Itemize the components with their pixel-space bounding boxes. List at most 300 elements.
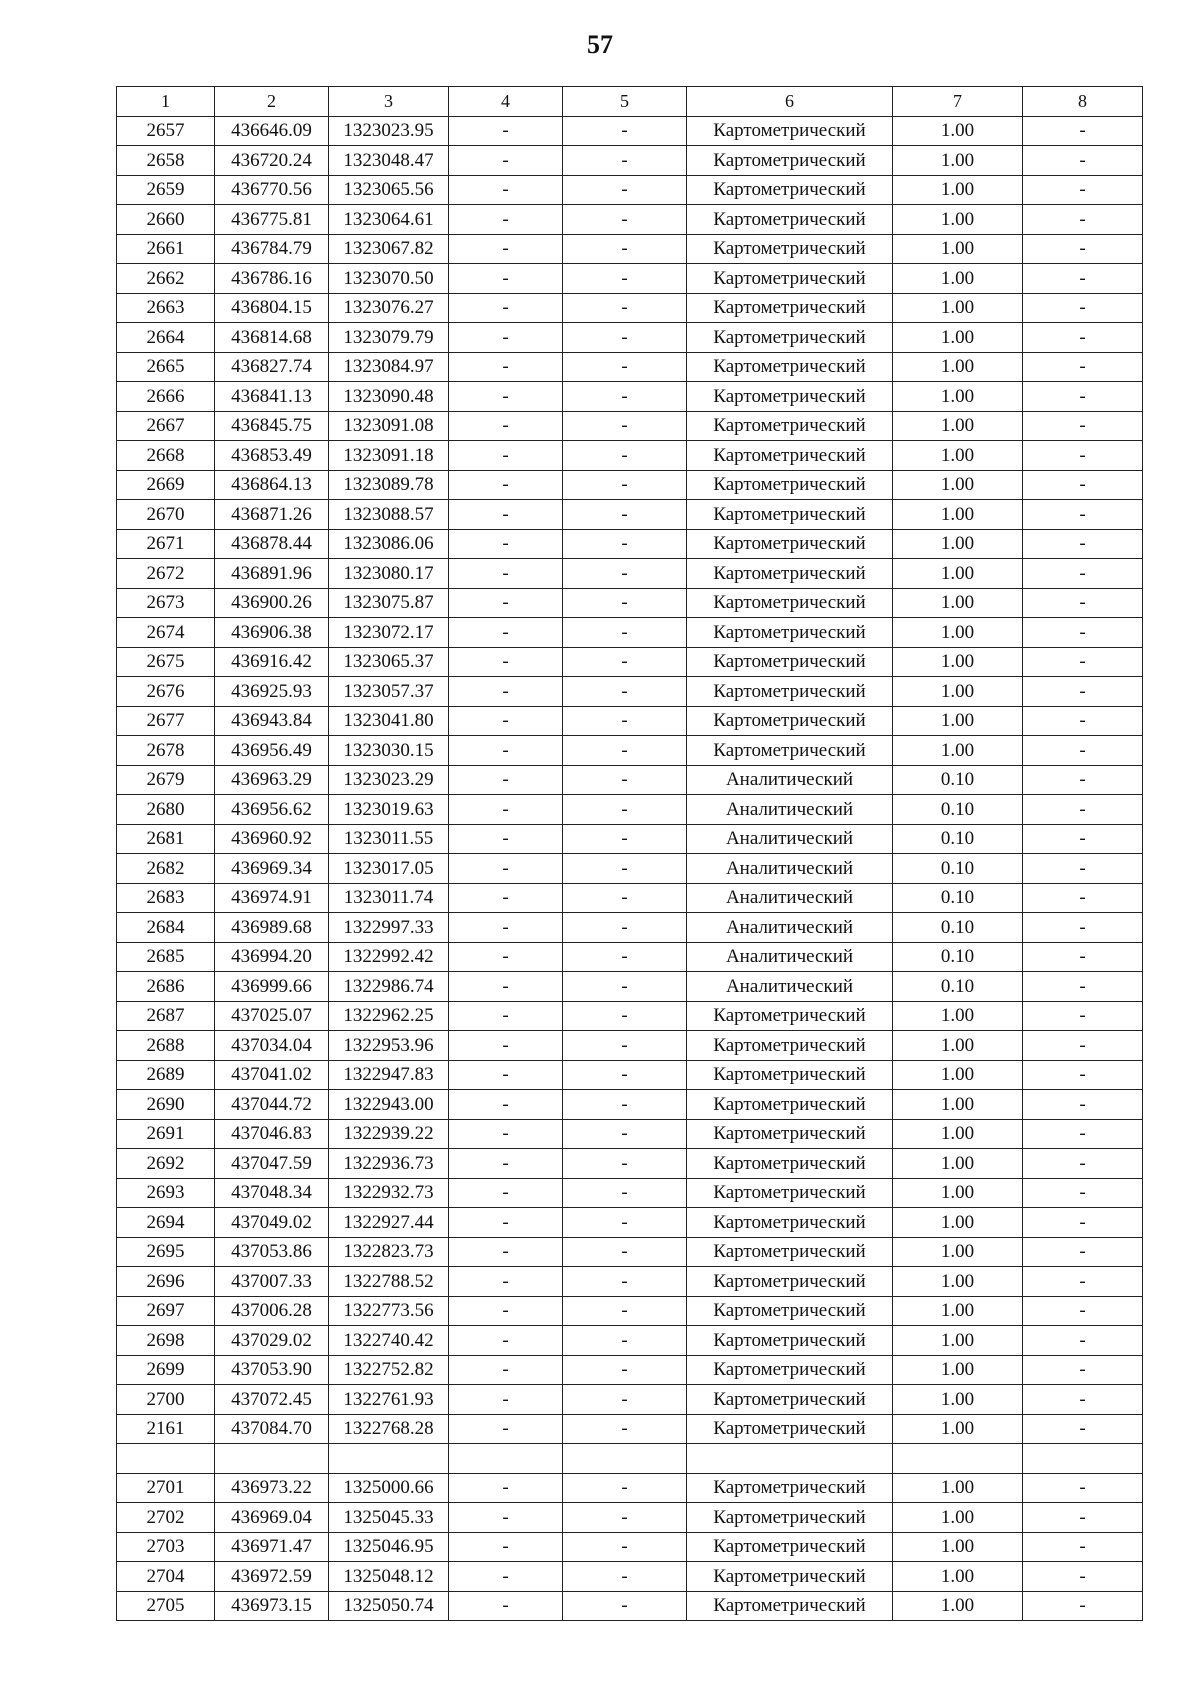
accuracy-cell: 1.00 — [893, 677, 1023, 707]
col5-cell: - — [563, 559, 687, 589]
point-number-cell: 2693 — [117, 1178, 215, 1208]
point-number-cell: 2704 — [117, 1562, 215, 1592]
method-cell: Картометрический — [687, 1237, 893, 1267]
col4-cell: - — [449, 1296, 563, 1326]
table-row — [117, 1001, 1143, 1031]
col5-cell: - — [563, 1119, 687, 1149]
col5-cell: - — [563, 1178, 687, 1208]
method-cell: Картометрический — [687, 1296, 893, 1326]
col8-cell: - — [1023, 1178, 1143, 1208]
y-coordinate-cell: 1323088.57 — [329, 500, 449, 530]
method-cell: Картометрический — [687, 1178, 893, 1208]
y-coordinate-cell: 1323075.87 — [329, 588, 449, 618]
point-number-cell: 2694 — [117, 1208, 215, 1238]
accuracy-cell: 0.10 — [893, 795, 1023, 825]
accuracy-cell: 1.00 — [893, 264, 1023, 294]
table-row — [117, 234, 1143, 264]
method-cell: Аналитический — [687, 765, 893, 795]
col5-cell: - — [563, 411, 687, 441]
method-cell: Картометрический — [687, 500, 893, 530]
method-cell: Картометрический — [687, 559, 893, 589]
x-coordinate-cell: 436956.62 — [215, 795, 329, 825]
point-number-cell: 2698 — [117, 1326, 215, 1356]
y-coordinate-cell: 1323079.79 — [329, 323, 449, 353]
col5-cell: - — [563, 618, 687, 648]
accuracy-cell: 1.00 — [893, 1562, 1023, 1592]
table-row — [117, 1414, 1143, 1444]
method-cell: Картометрический — [687, 618, 893, 648]
accuracy-cell: 1.00 — [893, 293, 1023, 323]
col5-cell — [563, 1444, 687, 1474]
x-coordinate-cell: 437041.02 — [215, 1060, 329, 1090]
x-coordinate-cell: 437053.90 — [215, 1355, 329, 1385]
col5-cell: - — [563, 824, 687, 854]
col4-cell: - — [449, 559, 563, 589]
col4-cell: - — [449, 1208, 563, 1238]
accuracy-cell: 1.00 — [893, 1119, 1023, 1149]
col8-cell: - — [1023, 913, 1143, 943]
col5-cell: - — [563, 647, 687, 677]
y-coordinate-cell: 1323067.82 — [329, 234, 449, 264]
accuracy-cell: 1.00 — [893, 352, 1023, 382]
col8-cell: - — [1023, 175, 1143, 205]
col4-cell: - — [449, 1326, 563, 1356]
col4-cell: - — [449, 1562, 563, 1592]
method-cell: Картометрический — [687, 1208, 893, 1238]
method-cell: Картометрический — [687, 1267, 893, 1297]
method-cell: Картометрический — [687, 1473, 893, 1503]
point-number-cell: 2691 — [117, 1119, 215, 1149]
x-coordinate-cell: 436925.93 — [215, 677, 329, 707]
col8-cell: - — [1023, 1532, 1143, 1562]
accuracy-cell: 1.00 — [893, 1237, 1023, 1267]
method-cell: Картометрический — [687, 293, 893, 323]
y-coordinate-cell: 1322773.56 — [329, 1296, 449, 1326]
y-coordinate-cell: 1323064.61 — [329, 205, 449, 235]
y-coordinate-cell: 1323086.06 — [329, 529, 449, 559]
col8-cell: - — [1023, 706, 1143, 736]
point-number-cell: 2680 — [117, 795, 215, 825]
x-coordinate-cell: 436853.49 — [215, 441, 329, 471]
table-row — [117, 559, 1143, 589]
col8-cell: - — [1023, 765, 1143, 795]
col8-cell: - — [1023, 972, 1143, 1002]
accuracy-cell: 1.00 — [893, 1090, 1023, 1120]
accuracy-cell: 1.00 — [893, 234, 1023, 264]
point-number-cell: 2675 — [117, 647, 215, 677]
y-coordinate-cell: 1323089.78 — [329, 470, 449, 500]
x-coordinate-cell: 436916.42 — [215, 647, 329, 677]
point-number-cell: 2684 — [117, 913, 215, 943]
point-number-cell: 2686 — [117, 972, 215, 1002]
point-number-cell: 2677 — [117, 706, 215, 736]
table-row — [117, 1119, 1143, 1149]
method-cell: Картометрический — [687, 1591, 893, 1621]
col8-cell: - — [1023, 795, 1143, 825]
x-coordinate-cell: 436845.75 — [215, 411, 329, 441]
x-coordinate-cell: 436960.92 — [215, 824, 329, 854]
col8-cell: - — [1023, 1237, 1143, 1267]
table-row — [117, 647, 1143, 677]
x-coordinate-cell: 436646.09 — [215, 116, 329, 146]
table-row — [117, 1503, 1143, 1533]
accuracy-cell: 1.00 — [893, 647, 1023, 677]
col5-cell: - — [563, 323, 687, 353]
accuracy-cell: 1.00 — [893, 1149, 1023, 1179]
method-cell: Картометрический — [687, 1562, 893, 1592]
x-coordinate-cell: 436963.29 — [215, 765, 329, 795]
col4-cell: - — [449, 1267, 563, 1297]
point-number-cell: 2689 — [117, 1060, 215, 1090]
point-number-cell: 2659 — [117, 175, 215, 205]
x-coordinate-cell: 436956.49 — [215, 736, 329, 766]
y-coordinate-cell: 1323065.56 — [329, 175, 449, 205]
col5-cell: - — [563, 234, 687, 264]
accuracy-cell: 1.00 — [893, 588, 1023, 618]
x-coordinate-cell: 436814.68 — [215, 323, 329, 353]
point-number-cell: 2673 — [117, 588, 215, 618]
col5-cell: - — [563, 1060, 687, 1090]
y-coordinate-cell: 1323019.63 — [329, 795, 449, 825]
point-number-cell: 2161 — [117, 1414, 215, 1444]
x-coordinate-cell: 436871.26 — [215, 500, 329, 530]
point-number-cell: 2660 — [117, 205, 215, 235]
col5-cell: - — [563, 293, 687, 323]
accuracy-cell: 1.00 — [893, 1503, 1023, 1533]
col8-cell: - — [1023, 1060, 1143, 1090]
table-row — [117, 205, 1143, 235]
col8-cell: - — [1023, 1355, 1143, 1385]
col5-cell: - — [563, 1296, 687, 1326]
x-coordinate-cell: 436827.74 — [215, 352, 329, 382]
col5-cell: - — [563, 942, 687, 972]
table-row — [117, 1031, 1143, 1061]
col4-cell: - — [449, 1031, 563, 1061]
table-body — [117, 116, 1143, 1621]
table-row — [117, 1267, 1143, 1297]
col4-cell: - — [449, 1414, 563, 1444]
column-header: 8 — [1023, 87, 1143, 117]
method-cell: Картометрический — [687, 529, 893, 559]
y-coordinate-cell: 1323091.08 — [329, 411, 449, 441]
y-coordinate-cell: 1323017.05 — [329, 854, 449, 884]
table-row — [117, 323, 1143, 353]
col4-cell: - — [449, 942, 563, 972]
col8-cell: - — [1023, 588, 1143, 618]
column-header: 5 — [563, 87, 687, 117]
col5-cell: - — [563, 588, 687, 618]
y-coordinate-cell: 1323090.48 — [329, 382, 449, 412]
x-coordinate-cell: 437044.72 — [215, 1090, 329, 1120]
x-coordinate-cell: 437025.07 — [215, 1001, 329, 1031]
col4-cell: - — [449, 264, 563, 294]
col5-cell: - — [563, 146, 687, 176]
y-coordinate-cell: 1325048.12 — [329, 1562, 449, 1592]
accuracy-cell: 0.10 — [893, 972, 1023, 1002]
column-header: 2 — [215, 87, 329, 117]
col8-cell: - — [1023, 677, 1143, 707]
accuracy-cell: 1.00 — [893, 1267, 1023, 1297]
y-coordinate-cell: 1322761.93 — [329, 1385, 449, 1415]
y-coordinate-cell: 1322752.82 — [329, 1355, 449, 1385]
y-coordinate-cell: 1322947.83 — [329, 1060, 449, 1090]
method-cell: Картометрический — [687, 1001, 893, 1031]
x-coordinate-cell — [215, 1444, 329, 1474]
table-row — [117, 1237, 1143, 1267]
col8-cell: - — [1023, 1414, 1143, 1444]
method-cell: Картометрический — [687, 352, 893, 382]
col4-cell: - — [449, 382, 563, 412]
table-row — [117, 382, 1143, 412]
col4-cell: - — [449, 824, 563, 854]
col5-cell: - — [563, 1473, 687, 1503]
method-cell: Картометрический — [687, 1532, 893, 1562]
x-coordinate-cell: 436906.38 — [215, 618, 329, 648]
table-row — [117, 824, 1143, 854]
table-row — [117, 706, 1143, 736]
col4-cell: - — [449, 234, 563, 264]
col8-cell: - — [1023, 824, 1143, 854]
y-coordinate-cell: 1322943.00 — [329, 1090, 449, 1120]
point-number-cell: 2705 — [117, 1591, 215, 1621]
accuracy-cell: 0.10 — [893, 854, 1023, 884]
point-number-cell: 2661 — [117, 234, 215, 264]
col5-cell: - — [563, 854, 687, 884]
point-number-cell: 2671 — [117, 529, 215, 559]
accuracy-cell: 1.00 — [893, 1385, 1023, 1415]
method-cell: Картометрический — [687, 1385, 893, 1415]
col4-cell: - — [449, 736, 563, 766]
col4-cell: - — [449, 677, 563, 707]
x-coordinate-cell: 436972.59 — [215, 1562, 329, 1592]
point-number-cell: 2702 — [117, 1503, 215, 1533]
x-coordinate-cell: 437072.45 — [215, 1385, 329, 1415]
table-row — [117, 1296, 1143, 1326]
x-coordinate-cell: 436973.15 — [215, 1591, 329, 1621]
point-number-cell: 2699 — [117, 1355, 215, 1385]
y-coordinate-cell: 1323065.37 — [329, 647, 449, 677]
accuracy-cell: 1.00 — [893, 1296, 1023, 1326]
col4-cell: - — [449, 1355, 563, 1385]
col8-cell: - — [1023, 1090, 1143, 1120]
table-row — [117, 854, 1143, 884]
accuracy-cell: 1.00 — [893, 146, 1023, 176]
x-coordinate-cell: 436994.20 — [215, 942, 329, 972]
table-row — [117, 1385, 1143, 1415]
col8-cell: - — [1023, 1503, 1143, 1533]
accuracy-cell: 1.00 — [893, 382, 1023, 412]
y-coordinate-cell: 1323011.74 — [329, 883, 449, 913]
col4-cell: - — [449, 146, 563, 176]
col8-cell: - — [1023, 1473, 1143, 1503]
x-coordinate-cell: 436943.84 — [215, 706, 329, 736]
col4-cell: - — [449, 1119, 563, 1149]
y-coordinate-cell: 1322768.28 — [329, 1414, 449, 1444]
col8-cell: - — [1023, 942, 1143, 972]
col4-cell: - — [449, 205, 563, 235]
table-row — [117, 618, 1143, 648]
table-row — [117, 588, 1143, 618]
point-number-cell: 2665 — [117, 352, 215, 382]
accuracy-cell: 1.00 — [893, 205, 1023, 235]
method-cell: Картометрический — [687, 1414, 893, 1444]
table-row — [117, 972, 1143, 1002]
x-coordinate-cell: 437029.02 — [215, 1326, 329, 1356]
point-number-cell: 2685 — [117, 942, 215, 972]
col5-cell: - — [563, 116, 687, 146]
col4-cell: - — [449, 1473, 563, 1503]
col4-cell: - — [449, 1001, 563, 1031]
table-row — [117, 1090, 1143, 1120]
point-number-cell: 2690 — [117, 1090, 215, 1120]
col8-cell: - — [1023, 647, 1143, 677]
col5-cell: - — [563, 1503, 687, 1533]
accuracy-cell: 1.00 — [893, 1178, 1023, 1208]
col5-cell: - — [563, 205, 687, 235]
col5-cell: - — [563, 1414, 687, 1444]
col5-cell: - — [563, 470, 687, 500]
col8-cell: - — [1023, 293, 1143, 323]
table-row — [117, 677, 1143, 707]
col4-cell: - — [449, 175, 563, 205]
col5-cell: - — [563, 765, 687, 795]
accuracy-cell: 1.00 — [893, 323, 1023, 353]
col5-cell: - — [563, 500, 687, 530]
table-row — [117, 116, 1143, 146]
x-coordinate-cell: 436878.44 — [215, 529, 329, 559]
accuracy-cell: 0.10 — [893, 913, 1023, 943]
col5-cell: - — [563, 1326, 687, 1356]
col8-cell: - — [1023, 411, 1143, 441]
y-coordinate-cell: 1323041.80 — [329, 706, 449, 736]
method-cell — [687, 1444, 893, 1474]
col5-cell: - — [563, 175, 687, 205]
col8-cell: - — [1023, 205, 1143, 235]
method-cell: Аналитический — [687, 795, 893, 825]
method-cell: Картометрический — [687, 470, 893, 500]
col5-cell: - — [563, 1031, 687, 1061]
col8-cell — [1023, 1444, 1143, 1474]
table-row — [117, 883, 1143, 913]
col8-cell: - — [1023, 1208, 1143, 1238]
column-header: 3 — [329, 87, 449, 117]
x-coordinate-cell: 437047.59 — [215, 1149, 329, 1179]
y-coordinate-cell: 1323080.17 — [329, 559, 449, 589]
point-number-cell: 2657 — [117, 116, 215, 146]
col5-cell: - — [563, 883, 687, 913]
column-header: 1 — [117, 87, 215, 117]
col5-cell: - — [563, 972, 687, 1002]
col5-cell: - — [563, 1267, 687, 1297]
y-coordinate-cell: 1322953.96 — [329, 1031, 449, 1061]
table-header-row — [117, 87, 1143, 117]
x-coordinate-cell: 437007.33 — [215, 1267, 329, 1297]
method-cell: Картометрический — [687, 411, 893, 441]
point-number-cell: 2695 — [117, 1237, 215, 1267]
col5-cell: - — [563, 706, 687, 736]
method-cell: Картометрический — [687, 175, 893, 205]
x-coordinate-cell: 436804.15 — [215, 293, 329, 323]
table-row — [117, 264, 1143, 294]
y-coordinate-cell: 1322962.25 — [329, 1001, 449, 1031]
accuracy-cell: 0.10 — [893, 824, 1023, 854]
point-number-cell — [117, 1444, 215, 1474]
col4-cell: - — [449, 883, 563, 913]
col8-cell: - — [1023, 1562, 1143, 1592]
point-number-cell: 2669 — [117, 470, 215, 500]
col4-cell: - — [449, 411, 563, 441]
table-row — [117, 529, 1143, 559]
y-coordinate-cell: 1325045.33 — [329, 1503, 449, 1533]
point-number-cell: 2687 — [117, 1001, 215, 1031]
table-row — [117, 1591, 1143, 1621]
x-coordinate-cell: 436720.24 — [215, 146, 329, 176]
accuracy-cell: 1.00 — [893, 116, 1023, 146]
y-coordinate-cell: 1322992.42 — [329, 942, 449, 972]
table-row — [117, 1444, 1143, 1474]
x-coordinate-cell: 436999.66 — [215, 972, 329, 1002]
col4-cell: - — [449, 441, 563, 471]
x-coordinate-cell: 436974.91 — [215, 883, 329, 913]
col4-cell: - — [449, 293, 563, 323]
point-number-cell: 2692 — [117, 1149, 215, 1179]
accuracy-cell: 1.00 — [893, 1031, 1023, 1061]
method-cell: Картометрический — [687, 205, 893, 235]
accuracy-cell: 1.00 — [893, 706, 1023, 736]
table-row — [117, 175, 1143, 205]
y-coordinate-cell: 1325000.66 — [329, 1473, 449, 1503]
col4-cell: - — [449, 765, 563, 795]
col4-cell: - — [449, 1385, 563, 1415]
accuracy-cell: 1.00 — [893, 1414, 1023, 1444]
col8-cell: - — [1023, 1385, 1143, 1415]
accuracy-cell: 1.00 — [893, 1208, 1023, 1238]
table-row — [117, 500, 1143, 530]
table-row — [117, 1149, 1143, 1179]
col8-cell: - — [1023, 1267, 1143, 1297]
table-row — [117, 293, 1143, 323]
point-number-cell: 2670 — [117, 500, 215, 530]
y-coordinate-cell: 1322740.42 — [329, 1326, 449, 1356]
col8-cell: - — [1023, 146, 1143, 176]
col5-cell: - — [563, 264, 687, 294]
method-cell: Картометрический — [687, 677, 893, 707]
col5-cell: - — [563, 529, 687, 559]
point-number-cell: 2658 — [117, 146, 215, 176]
y-coordinate-cell: 1322932.73 — [329, 1178, 449, 1208]
y-coordinate-cell: 1323076.27 — [329, 293, 449, 323]
x-coordinate-cell: 436891.96 — [215, 559, 329, 589]
col8-cell: - — [1023, 116, 1143, 146]
method-cell: Картометрический — [687, 441, 893, 471]
accuracy-cell: 1.00 — [893, 559, 1023, 589]
y-coordinate-cell: 1325050.74 — [329, 1591, 449, 1621]
x-coordinate-cell: 436989.68 — [215, 913, 329, 943]
point-number-cell: 2703 — [117, 1532, 215, 1562]
x-coordinate-cell: 437053.86 — [215, 1237, 329, 1267]
col4-cell: - — [449, 1060, 563, 1090]
col4-cell: - — [449, 500, 563, 530]
table-row — [117, 1532, 1143, 1562]
y-coordinate-cell: 1323023.95 — [329, 116, 449, 146]
accuracy-cell: 1.00 — [893, 411, 1023, 441]
point-number-cell: 2666 — [117, 382, 215, 412]
y-coordinate-cell: 1323048.47 — [329, 146, 449, 176]
col5-cell: - — [563, 441, 687, 471]
table-row — [117, 736, 1143, 766]
point-number-cell: 2701 — [117, 1473, 215, 1503]
y-coordinate-cell: 1322997.33 — [329, 913, 449, 943]
